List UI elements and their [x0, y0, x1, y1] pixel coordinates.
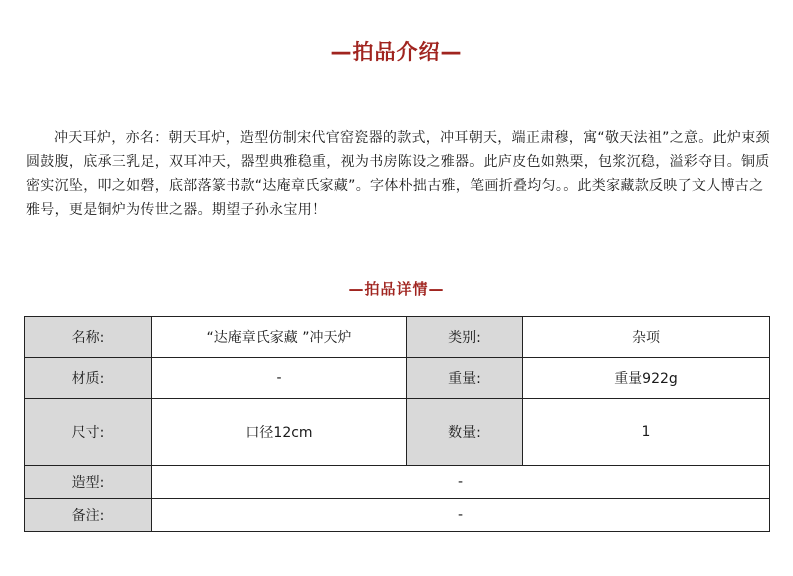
- details-table: [24, 316, 770, 532]
- remarks-value: -: [152, 498, 770, 531]
- size-label: 尺寸:: [25, 399, 152, 465]
- size-value: 口径12cm: [152, 399, 407, 465]
- weight-label: 重量:: [407, 358, 523, 399]
- item-description: 冲天耳炉，亦名：朝天耳炉，造型仿制宋代官窑瓷器的款式，冲耳朝天，端正肃穆，寓“敬天法祖”之意。此炉束颈圆鼓腹，底承三乳足，双耳冲天，器型典雅稳重，视为书房陈设之雅器。此庐皮色如熟栗，包浆沉稳，溢彩夺目。铜质密实沉坠，叩之如磬，底部落篆书款“达庵章氏家藏”。字体朴拙古雅，笔画折叠均匀。。此类家藏款反映了文人博古之雅号，更是铜炉为传世之器。期望子孙永宝用！: [26, 130, 770, 218]
- table-row: [25, 399, 770, 465]
- table-row: [25, 358, 770, 399]
- remarks-label: 备注:: [25, 498, 152, 531]
- section-title-intro: —拍品介绍—: [330, 40, 463, 64]
- table-row: [25, 317, 770, 358]
- section-title-details: —拍品详情—: [348, 280, 445, 298]
- category-label: 类别:: [407, 317, 523, 358]
- category-value: 杂项: [523, 317, 770, 358]
- table-row: [25, 498, 770, 531]
- shape-value: -: [152, 465, 770, 498]
- name-value: “达庵章氏家藏 ”冲天炉: [152, 317, 407, 358]
- material-value: -: [152, 358, 407, 399]
- name-label: 名称:: [25, 317, 152, 358]
- weight-value: 重量922g: [523, 358, 770, 399]
- material-label: 材质:: [25, 358, 152, 399]
- shape-label: 造型:: [25, 465, 152, 498]
- quantity-value: 1: [523, 399, 770, 465]
- table-row: [25, 465, 770, 498]
- quantity-label: 数量:: [407, 399, 523, 465]
